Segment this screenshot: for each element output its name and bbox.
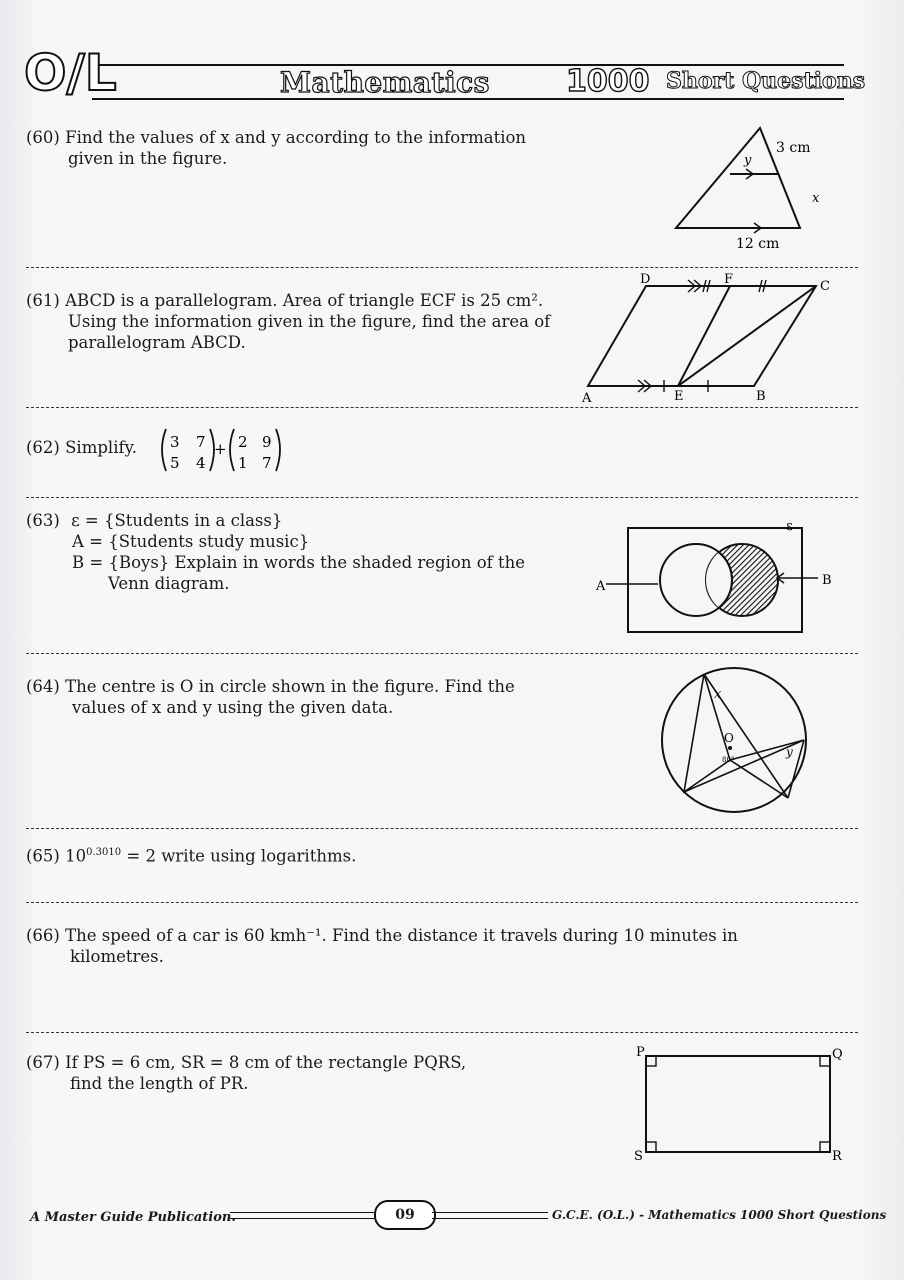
q62-matrix-expression (156, 426, 286, 476)
footer-book-title: G.C.E. (O.L.) - Mathematics 1000 Short Questions (552, 1208, 887, 1222)
header-logo: O/L (24, 44, 117, 102)
divider (26, 497, 858, 498)
question-67 (26, 1052, 466, 1094)
q67-label-q: Q (832, 1047, 843, 1062)
question-text: ε = {Students in a class} (71, 511, 283, 530)
matrix1-cell: 7 (196, 433, 206, 451)
q61-label-f: F (724, 272, 734, 287)
q63-label-b: B (822, 573, 832, 588)
matrix1-cell: 5 (170, 454, 180, 472)
q63-label-a: A (596, 579, 606, 594)
q63-label-universal: ε (786, 520, 793, 534)
question-text: given in the figure. (68, 149, 228, 168)
question-number: (62) (26, 438, 60, 457)
question-number: (64) (26, 677, 60, 696)
q64-label-x: x (714, 687, 722, 702)
matrix1-cell: 4 (196, 454, 206, 472)
question-text: Find the values of x and y according to the information (65, 128, 527, 147)
log-exponent: 0.3010 (86, 847, 122, 858)
matrix2-cell: 7 (262, 454, 272, 472)
question-61 (26, 290, 550, 353)
q61-label-d: D (640, 272, 651, 287)
question-text: = 2 write using logarithms. (126, 846, 357, 866)
q67-label-r: R (832, 1149, 842, 1164)
q64-label-y: y (786, 745, 793, 759)
q64-circle-figure (656, 666, 812, 816)
log-base: 10 (65, 846, 87, 866)
q60-triangle-figure (660, 122, 820, 252)
q60-label-top: 3 cm (776, 140, 811, 156)
question-number: (67) (26, 1053, 60, 1072)
question-text: A = {Students study music} (72, 532, 310, 551)
plus-sign: + (214, 440, 227, 458)
question-65 (26, 842, 356, 867)
matrix2-cell: 2 (238, 433, 248, 451)
q61-parallelogram-figure (578, 270, 840, 408)
q61-label-c: C (820, 279, 830, 294)
question-number: (66) (26, 926, 60, 945)
header-subject: Mathematics (280, 66, 490, 99)
question-text: values of x and y using the given data. (72, 698, 394, 717)
divider (26, 902, 858, 903)
question-text: B = {Boys} Explain in words the shaded region of the (72, 553, 526, 572)
q67-rectangle-figure (630, 1042, 850, 1164)
divider (26, 1032, 858, 1033)
header-count: 1000 (566, 64, 650, 99)
divider (26, 267, 858, 268)
question-62 (26, 437, 137, 458)
footer-bar (230, 1212, 374, 1219)
divider (26, 828, 858, 829)
footer-publisher: A Master Guide Publication. (30, 1210, 236, 1225)
page-number: 09 (374, 1200, 436, 1230)
q67-label-p: P (636, 1045, 645, 1060)
question-text: If PS = 6 cm, SR = 8 cm of the rectangle PQRS, (65, 1053, 467, 1072)
matrix2-cell: 9 (262, 433, 272, 451)
q60-label-y: y (744, 153, 752, 168)
question-text: find the length of PR. (70, 1074, 249, 1093)
divider (26, 653, 858, 654)
question-text: The centre is O in circle shown in the figure. Find the (65, 677, 515, 696)
q60-label-bottom: 12 cm (736, 236, 780, 252)
q64-label-angle: 80° (722, 756, 735, 764)
q61-label-b: B (756, 389, 766, 404)
question-number: (61) (26, 291, 60, 310)
q63-venn-diagram (592, 520, 842, 636)
q60-label-x: x (812, 191, 820, 206)
q61-label-a: A (582, 391, 592, 406)
question-text: ABCD is a parallelogram. Area of triangle ECF is 25 cm². (65, 291, 544, 310)
question-60 (26, 127, 526, 169)
question-text: Venn diagram. (108, 574, 230, 593)
question-63 (26, 510, 525, 594)
question-64 (26, 676, 515, 718)
matrix1-cell: 3 (170, 433, 180, 451)
question-text: Using the information given in the figure, find the area of (68, 312, 551, 331)
question-number: (65) (26, 846, 60, 866)
question-text: The speed of a car is 60 kmh⁻¹. Find the distance it travels during 10 minutes in (65, 926, 738, 945)
question-66 (26, 925, 738, 967)
divider (26, 407, 858, 408)
footer-bar (432, 1212, 548, 1219)
header-series: Short Questions (666, 68, 866, 94)
question-number: (63) (26, 511, 60, 530)
question-text: kilometres. (70, 947, 164, 966)
q61-label-e: E (674, 389, 684, 404)
matrix2-cell: 1 (238, 454, 248, 472)
q64-label-o: O (724, 731, 734, 745)
question-text: Simplify. (65, 438, 137, 457)
q67-label-s: S (634, 1149, 643, 1164)
question-text: parallelogram ABCD. (68, 333, 246, 352)
question-number: (60) (26, 128, 60, 147)
